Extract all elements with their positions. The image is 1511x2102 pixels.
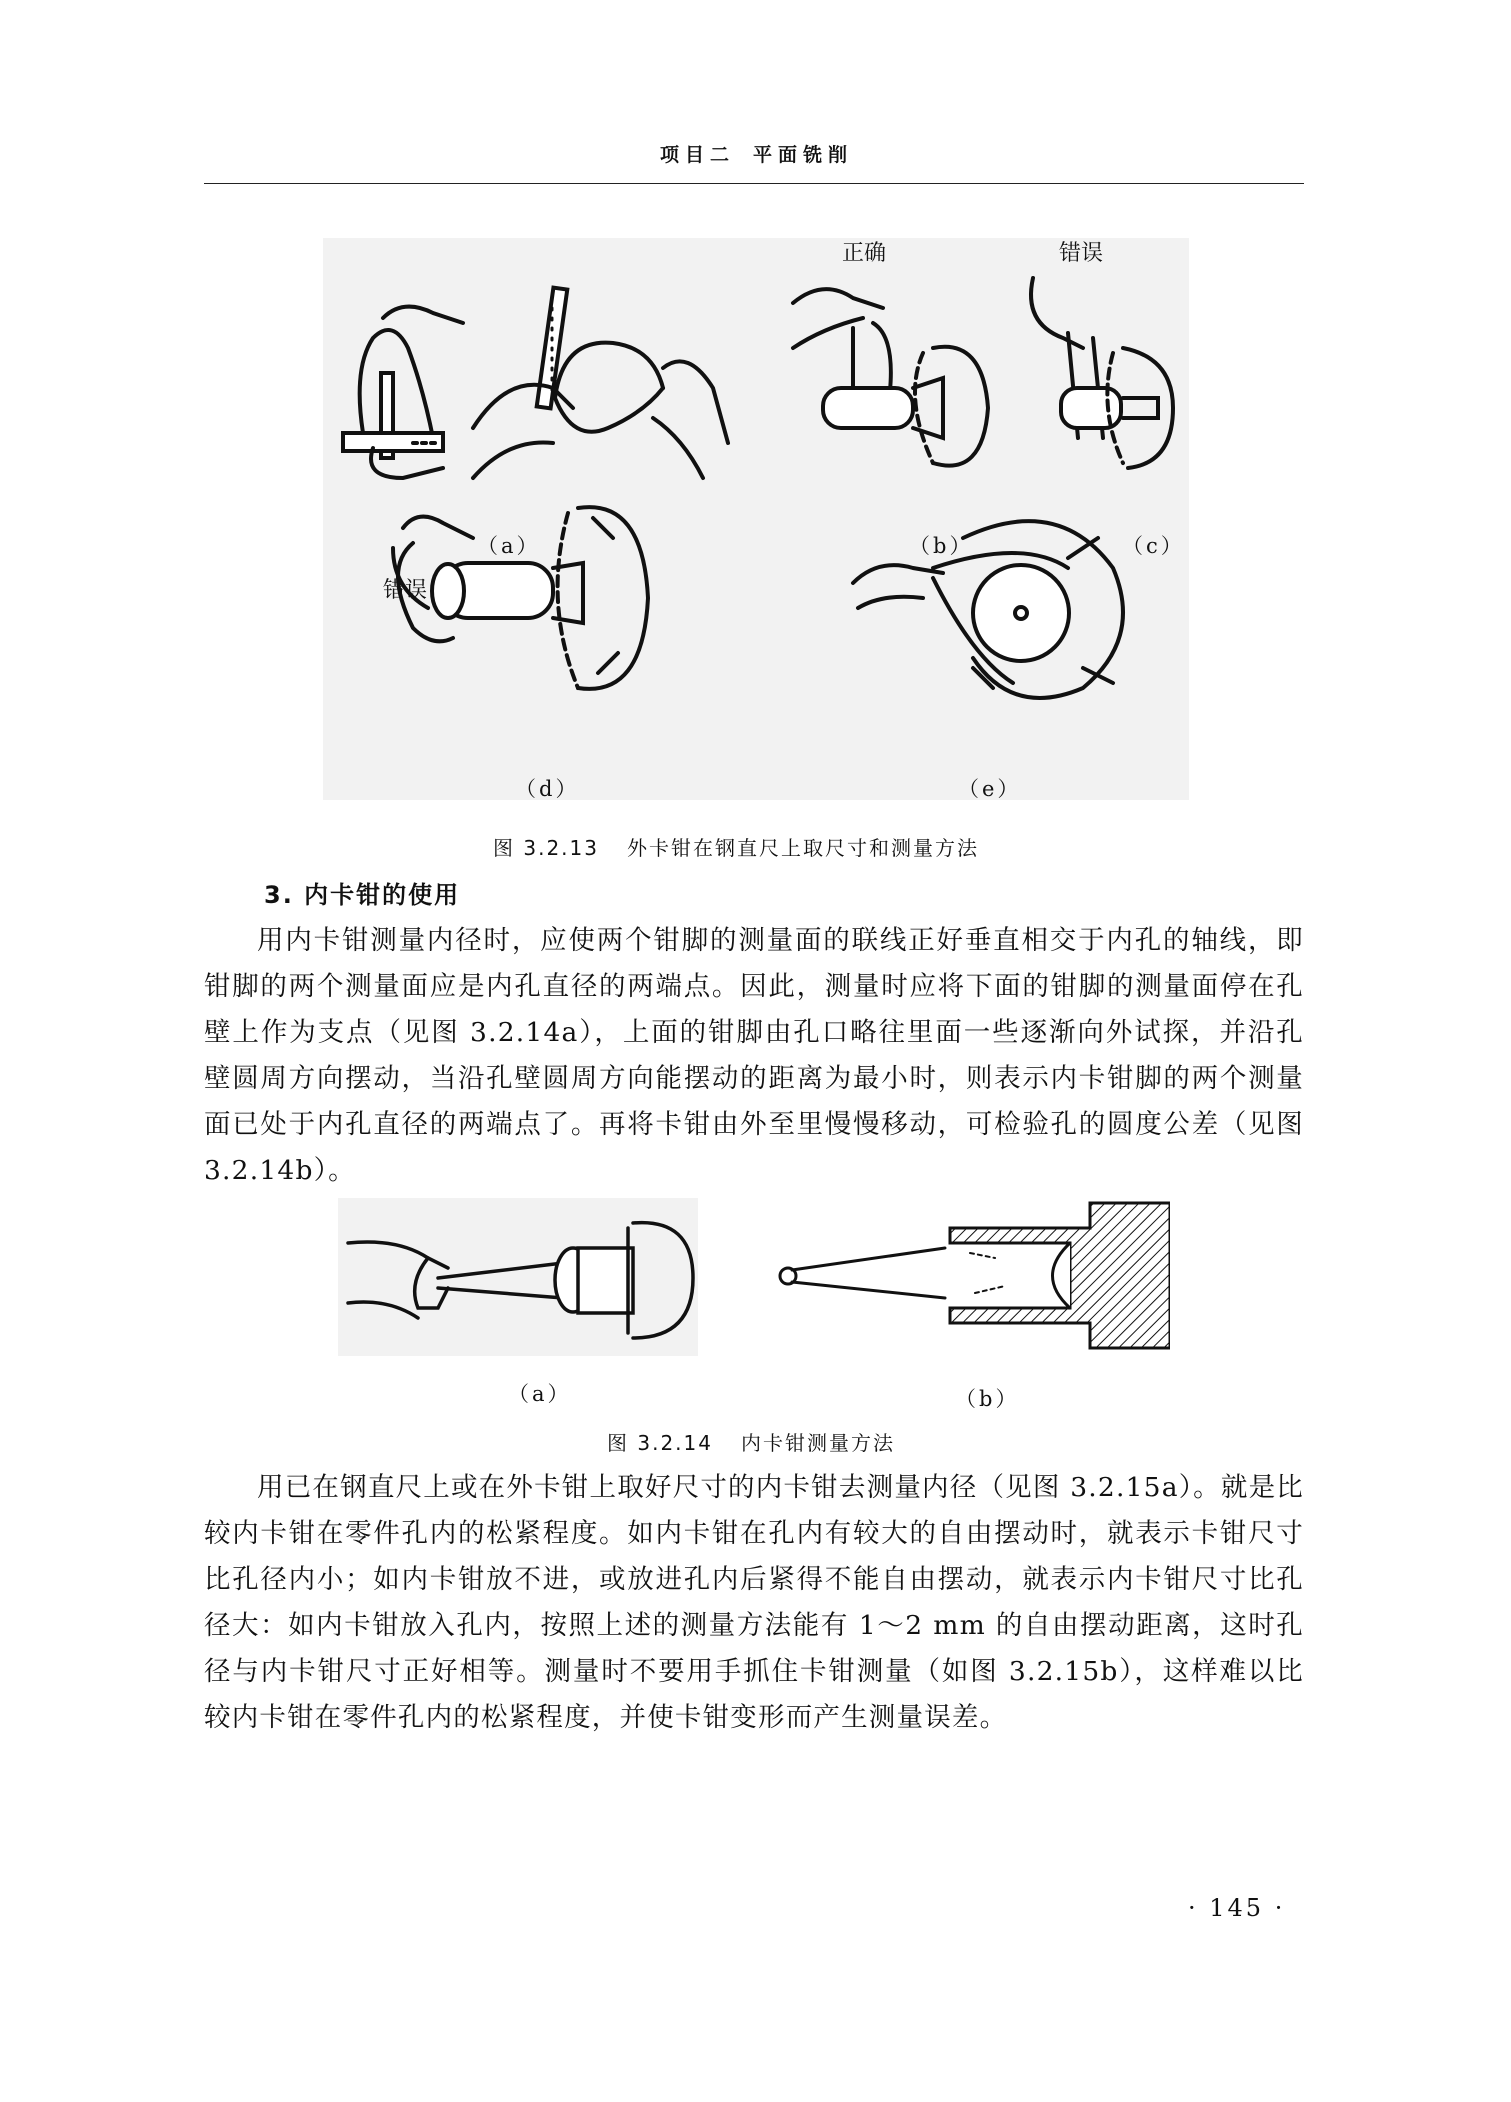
caption-3-2-13 [493,832,979,861]
sublabel-e: （e） [958,777,1022,801]
header-part1: 项目二 [660,144,736,166]
figure-3-2-14-b [770,1198,1170,1356]
caption-3-2-13-number: 图 3.2.13 [493,836,599,860]
section-title: 3. 内卡钳的使用 [264,881,461,909]
caption-3-2-14 [607,1427,895,1456]
page-number: · 145 · [1188,1894,1286,1922]
running-header [660,140,853,167]
label-correct: 正确 [842,241,887,266]
sublabel-a: （a） [477,534,541,558]
header-rule [204,183,1304,184]
sublabel-14-b: （b） [955,1387,1020,1411]
caption-3-2-14-text: 内卡钳测量方法 [740,1431,895,1455]
sublabel-b: （b） [909,534,974,558]
sublabel-14-a: （a） [508,1382,572,1406]
figure-3-2-13 [323,238,1189,800]
paragraph-2 [204,1465,1304,1741]
paragraph-1 [204,918,1304,1194]
header-part2: 平面铣削 [753,144,854,166]
figure-3-2-14-a [338,1198,698,1356]
paragraph-1-text: 用内卡钳测量内径时，应使两个钳脚的测量面的联线正好垂直相交于内孔的轴线，即钳脚的两个测量面应是内孔直径的两端点。因此，测量时应将下面的钳脚的测量面停在孔壁上作为支点（见图 3.2.14a），上面的钳脚由孔口略往里面一些逐渐向外试探，并沿孔壁圆周方向摆动，当沿孔壁圆周方向能摆动的距离为最小时，则表示内卡钳脚的两个测量面已处于内孔直径的两端点了。再将卡钳由外至里慢慢移动，可检验孔的圆度公差（见图 3.2.14b）。 [204,925,1304,1186]
caption-3-2-13-text: 外卡钳在钢直尺上取尺寸和测量方法 [626,836,979,860]
label-wrong-d: 错误 [383,578,428,603]
label-wrong-c: 错误 [1059,241,1104,266]
sublabel-d: （d） [515,777,580,801]
paragraph-2-text: 用已在钢直尺上或在外卡钳上取好尺寸的内卡钳去测量内径（见图 3.2.15a）。就是比较内卡钳在零件孔内的松紧程度。如内卡钳在孔内有较大的自由摆动时，就表示卡钳尺寸比孔径内小；如内卡钳放不进，或放进孔内后紧得不能自由摆动，就表示内卡钳尺寸比孔径大：如内卡钳放入孔内，按照上述的测量方法能有 1～2 mm 的自由摆动距离，这时孔径与内卡钳尺寸正好相等。测量时不要用手抓住卡钳测量（如图 3.2.15b），这样难以比较内卡钳在零件孔内的松紧程度，并使卡钳变形而产生测量误差。 [204,1472,1304,1733]
sublabel-c: （c） [1122,534,1185,558]
caption-3-2-14-number: 图 3.2.14 [607,1431,713,1455]
